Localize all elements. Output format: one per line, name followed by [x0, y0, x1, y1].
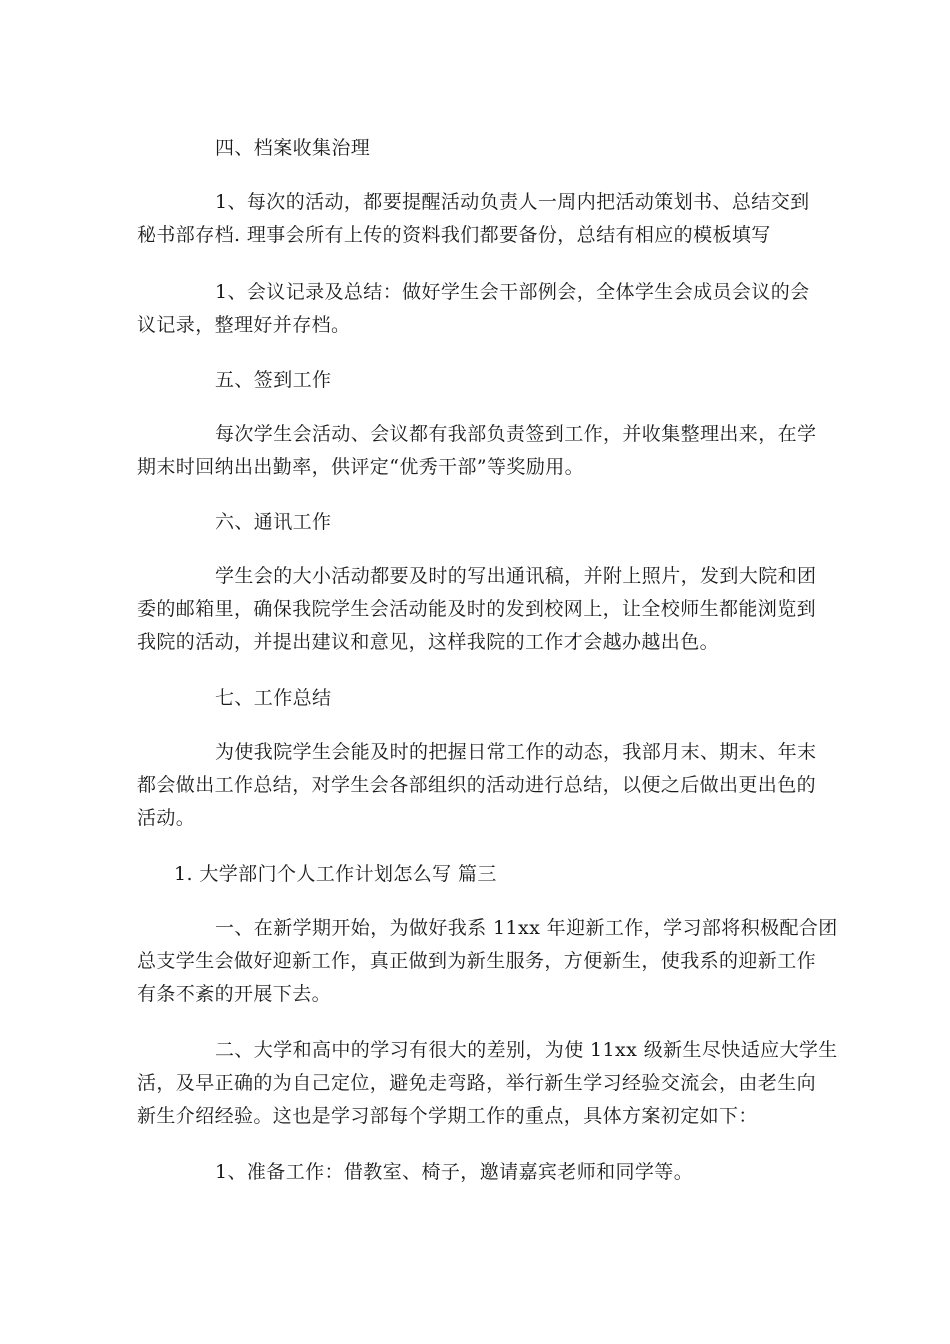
text-line: 七、工作总结	[215, 687, 332, 709]
text-line: 委的邮箱里，确保我院学生会活动能及时的发到校网上，让全校师生都能浏览到	[137, 598, 817, 620]
text-line: 1. 大学部门个人工作计划怎么写 篇三	[174, 863, 497, 885]
section-heading-communication	[215, 506, 331, 539]
paragraph-orientation-work	[137, 912, 838, 1011]
text-line: 活动。	[137, 807, 196, 829]
text-line: 六、通讯工作	[215, 511, 332, 533]
paragraph-meeting-records	[137, 276, 810, 342]
paragraph-study-exchange	[137, 1034, 838, 1133]
text-line: 议记录，整理好并存档。	[137, 314, 351, 336]
text-line: 学生会的大小活动都要及时的写出通讯稿，并附上照片，发到大院和团	[215, 565, 817, 587]
chapter-heading	[174, 858, 497, 891]
text-line: 新生介绍经验。这也是学习部每个学期工作的重点，具体方案初定如下：	[137, 1105, 758, 1127]
text-line: 一、在新学期开始，为做好我系 11xx 年迎新工作，学习部将积极配合团	[215, 917, 838, 939]
text-line: 1、准备工作：借教室、椅子，邀请嘉宾老师和同学等。	[215, 1161, 694, 1183]
text-line: 为使我院学生会能及时的把握日常工作的动态，我部月末、期末、年末	[215, 741, 817, 763]
paragraph-preparation	[215, 1156, 693, 1189]
text-line: 秘书部存档. 理事会所有上传的资料我们都要备份，总结有相应的模板填写	[137, 224, 771, 246]
text-line: 四、档案收集治理	[215, 137, 371, 159]
section-heading-work-summary	[215, 682, 331, 715]
text-line: 活，及早正确的为自己定位，避免走弯路，举行新生学习经验交流会，由老生向	[137, 1072, 817, 1094]
paragraph-work-summary	[137, 736, 816, 835]
text-line: 1、每次的活动，都要提醒活动负责人一周内把活动策划书、总结交到	[215, 191, 810, 213]
paragraph-activity-archiving	[137, 186, 810, 252]
paragraph-communication-work	[137, 560, 816, 659]
text-line: 我院的活动，并提出建议和意见，这样我院的工作才会越办越出色。	[137, 631, 720, 653]
text-line: 期末时回纳出出勤率，供评定“优秀干部”等奖励用。	[137, 456, 585, 478]
text-line: 二、大学和高中的学习有很大的差别，为使 11xx 级新生尽快适应大学生	[215, 1039, 838, 1061]
text-line: 五、签到工作	[215, 369, 332, 391]
text-line: 有条不紊的开展下去。	[137, 983, 332, 1005]
text-line: 都会做出工作总结，对学生会各部组织的活动进行总结，以便之后做出更出色的	[137, 774, 817, 796]
section-heading-archives	[215, 132, 370, 165]
text-line: 每次学生会活动、会议都有我部负责签到工作，并收集整理出来，在学	[215, 423, 817, 445]
paragraph-sign-in-work	[137, 418, 816, 484]
section-heading-sign-in	[215, 364, 331, 397]
text-line: 总支学生会做好迎新工作，真正做到为新生服务，方便新生，使我系的迎新工作	[137, 950, 817, 972]
text-line: 1、会议记录及总结：做好学生会干部例会，全体学生会成员会议的会	[215, 281, 810, 303]
